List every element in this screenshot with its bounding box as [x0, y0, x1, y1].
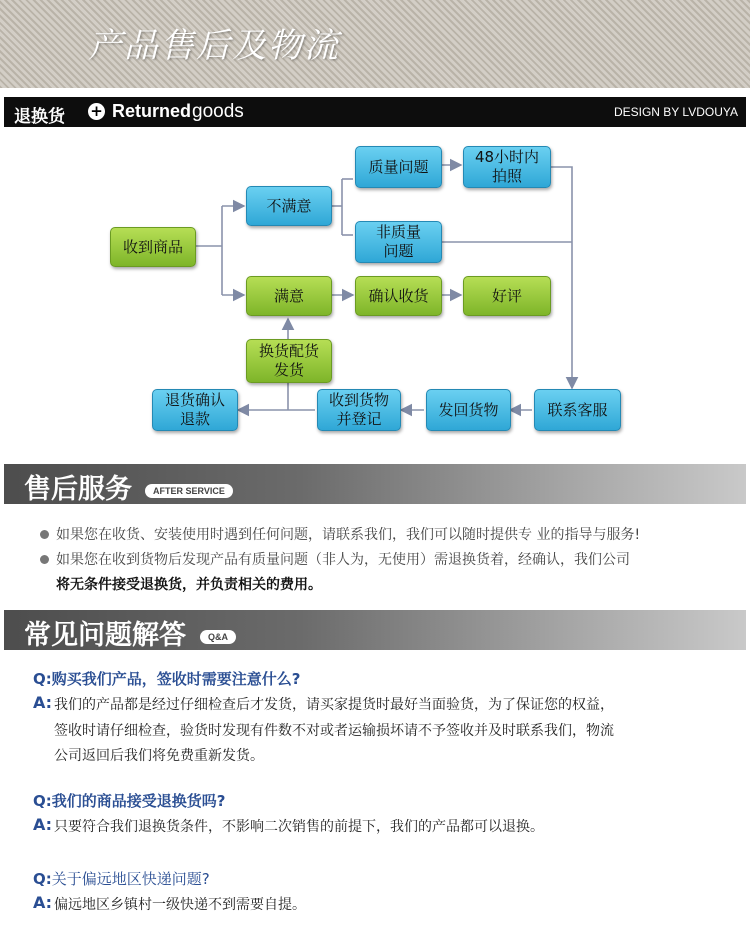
faq-question-3-prefix: Q: — [33, 870, 52, 888]
flow-receive-goods: 收到商品 — [110, 227, 196, 267]
faq-question-3 — [33, 868, 210, 889]
flow-non-quality-line2: 问题 — [383, 242, 414, 260]
returns-title-en-bold: Returned — [112, 101, 192, 121]
after-service-tag: AFTER SERVICE — [145, 484, 233, 498]
returns-section-bar — [4, 97, 746, 127]
flow-non-quality-line1: 非质量 — [375, 223, 421, 241]
flow-non-quality — [355, 221, 442, 263]
faq-header — [4, 610, 746, 650]
faq-question-3-text: 关于偏远地区快递问题? — [51, 870, 210, 888]
flow-refund-confirm — [152, 389, 238, 431]
faq-answer-1-line-2: 签收时请仔细检查，验货时发现有件数不对或者运输损坏请不予签收并及时联系我们，物流 — [54, 723, 614, 739]
flow-exchange-ship — [246, 339, 332, 383]
faq-answer-3-line-1: 偏远地区乡镇村一级快递不到需要自提。 — [54, 897, 306, 913]
after-service-line-2: 如果您在收到货物后发现产品有质量问题（非人为，无使用）需退换货着，经确认，我们公司 — [56, 552, 630, 568]
after-service-title: 售后服务 — [24, 474, 132, 505]
page-title: 产品售后及物流 — [88, 26, 340, 66]
faq-question-2: Q:我们的商品接受退换货吗? — [33, 792, 226, 810]
flow-received-register — [317, 389, 401, 431]
flow-satisfied: 满意 — [246, 276, 332, 316]
design-credit: DESIGN BY LVDOUYA — [613, 105, 738, 119]
header-banner — [0, 0, 750, 88]
flow-photo-48h-line2: 拍照 — [491, 167, 522, 185]
returns-title-en-light: goods — [192, 101, 244, 122]
flow-contact-service: 联系客服 — [534, 389, 621, 431]
flow-confirm-receipt: 确认收货 — [355, 276, 442, 316]
plus-circle-icon: + — [88, 103, 105, 120]
returns-title-cn: 退换货 — [14, 107, 65, 127]
flow-exchange-ship-line2: 发货 — [273, 361, 304, 379]
faq-answer-1-line-1: 我们的产品都是经过仔细检查后才发货，请买家提货时最好当面验货，为了保证您的权益， — [54, 697, 614, 713]
faq-answer-2-line-1: 只要符合我们退换货条件，不影响二次销售的前提下，我们的产品都可以退换。 — [54, 819, 544, 835]
flow-send-back: 发回货物 — [426, 389, 511, 431]
after-service-line-3: 将无条件接受退换货，并负责相关的费用。 — [56, 577, 322, 593]
faq-answer-letter: A: — [33, 815, 53, 834]
faq-question-1: Q:购买我们产品，签收时需要注意什么? — [33, 670, 301, 688]
flow-quality-issue: 质量问题 — [355, 146, 442, 188]
flow-unsatisfied: 不满意 — [246, 186, 332, 226]
flow-photo-48h-line1: 48小时内 — [474, 148, 540, 166]
connector-arrow — [549, 167, 572, 388]
faq-tag: Q&A — [200, 630, 236, 644]
flow-refund-confirm-line2: 退款 — [179, 410, 210, 428]
bullet-icon — [40, 530, 49, 539]
flow-received-register-line1: 收到货物 — [328, 391, 389, 409]
bullet-icon — [40, 555, 49, 564]
after-service-header — [4, 464, 746, 504]
flow-exchange-ship-line1: 换货配货 — [258, 342, 319, 360]
after-service-line-1: 如果您在收货、安装使用时遇到任何问题，请联系我们，我们可以随时提供专 业的指导与服务! — [56, 527, 641, 543]
faq-answer-letter: A: — [33, 693, 53, 712]
flow-photo-48h — [463, 146, 551, 188]
flow-received-register-line2: 并登记 — [336, 410, 382, 428]
flow-refund-confirm-line1: 退货确认 — [164, 391, 225, 409]
faq-answer-letter: A: — [33, 893, 53, 912]
faq-title: 常见问题解答 — [24, 620, 186, 651]
flow-good-review: 好评 — [463, 276, 551, 316]
faq-answer-1-line-3: 公司返回后我们将免费重新发货。 — [54, 748, 264, 764]
